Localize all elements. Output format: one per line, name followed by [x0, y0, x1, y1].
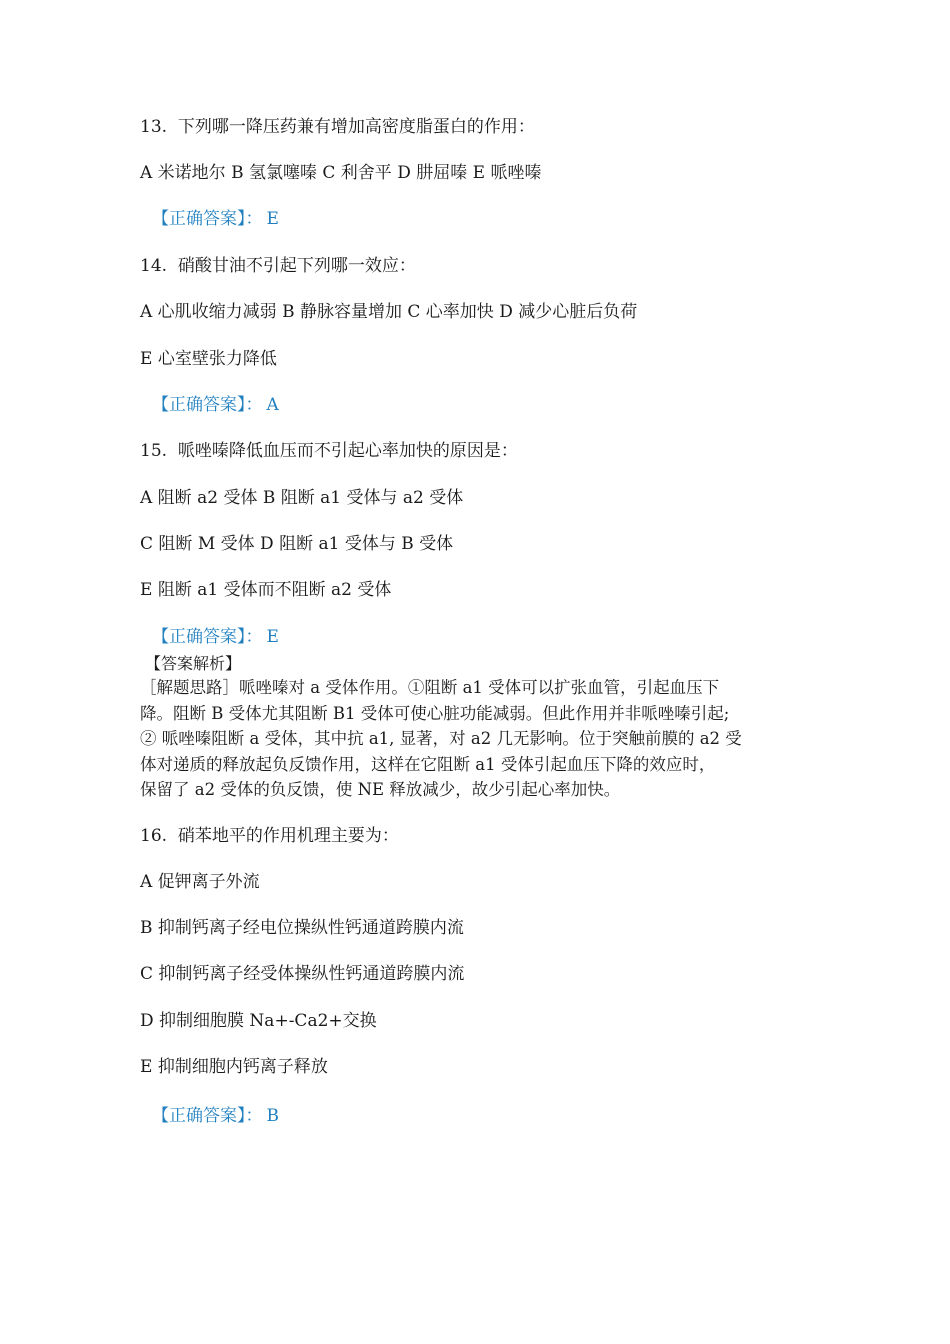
answer-value: A	[266, 395, 279, 415]
question-16-answer	[152, 1105, 279, 1127]
answer-label: 【正确答案】：	[152, 627, 263, 647]
question-15-stem	[140, 440, 518, 462]
question-16-option-e: E 抑制细胞内钙离子释放	[140, 1057, 328, 1077]
question-15-answer	[152, 626, 279, 648]
answer-label: 【正确答案】：	[152, 1106, 263, 1126]
question-13-stem	[140, 116, 535, 138]
analysis-line: 体对递质的释放起负反馈作用，这样在它阻断 a1 受体引起血压下降的效应时，	[140, 754, 716, 774]
question-text: 哌唑嗪降低血压而不引起心率加快的原因是：	[177, 441, 518, 461]
question-number: 13.	[140, 117, 168, 137]
question-16-option-d: D 抑制细胞膜 Na+-Ca2+交换	[140, 1011, 377, 1031]
answer-label: 【正确答案】：	[152, 395, 263, 415]
question-14-option-line-2: E 心室壁张力降低	[140, 349, 277, 369]
analysis-line: ［解题思路］哌唑嗪对 a 受体作用。①阻断 a1 受体可以扩张血管，引起血压下	[140, 678, 720, 697]
analysis-line: 保留了 a2 受体的负反馈，使 NE 释放减少，故少引起心率加快。	[140, 780, 621, 799]
question-15-option-line-1: A 阻断 a2 受体 B 阻断 a1 受体与 a2 受体	[140, 488, 464, 508]
question-text: 下列哪一降压药兼有增加高密度脂蛋白的作用：	[177, 117, 535, 137]
question-16-option-a: A 促钾离子外流	[140, 872, 260, 892]
question-16-stem	[140, 825, 399, 847]
question-text: 硝苯地平的作用机理主要为：	[177, 826, 399, 846]
question-14-stem	[140, 255, 416, 277]
analysis-line: 降。阻断 B 受体尤其阻断 B1 受体可使心脏功能减弱。但此作用并非哌唑嗪引起;	[140, 703, 730, 723]
question-15-option-line-3: E 阻断 a1 受体而不阻断 a2 受体	[140, 580, 392, 600]
question-14-answer	[152, 394, 279, 416]
question-13-options: A 米诺地尔 B 氢氯噻嗪 C 利舍平 D 肼屈嗪 E 哌唑嗪	[140, 163, 542, 183]
analysis-line: ② 哌唑嗪阻断 a 受体，其中抗 a1, 显著，对 a2 几无影响。位于突触前膜的 a2 受	[140, 729, 742, 748]
question-13-answer	[152, 208, 279, 230]
analysis-title: 【答案解析】	[145, 654, 242, 673]
question-14-option-line-1: A 心肌收缩力减弱 B 静脉容量增加 C 心率加快 D 减少心脏后负荷	[140, 302, 638, 322]
question-16-option-b: B 抑制钙离子经电位操纵性钙通道跨膜内流	[140, 918, 464, 938]
answer-label: 【正确答案】：	[152, 209, 263, 229]
question-number: 15.	[140, 441, 168, 461]
question-number: 14.	[140, 256, 168, 276]
answer-value: E	[266, 627, 279, 647]
question-15-option-line-2: C 阻断 M 受体 D 阻断 a1 受体与 B 受体	[140, 534, 454, 554]
answer-value: E	[266, 209, 279, 229]
question-number: 16.	[140, 826, 168, 846]
question-16-option-c: C 抑制钙离子经受体操纵性钙通道跨膜内流	[140, 964, 465, 984]
answer-value: B	[266, 1106, 279, 1126]
question-text: 硝酸甘油不引起下列哪一效应：	[177, 256, 416, 276]
analysis-text	[140, 675, 820, 803]
